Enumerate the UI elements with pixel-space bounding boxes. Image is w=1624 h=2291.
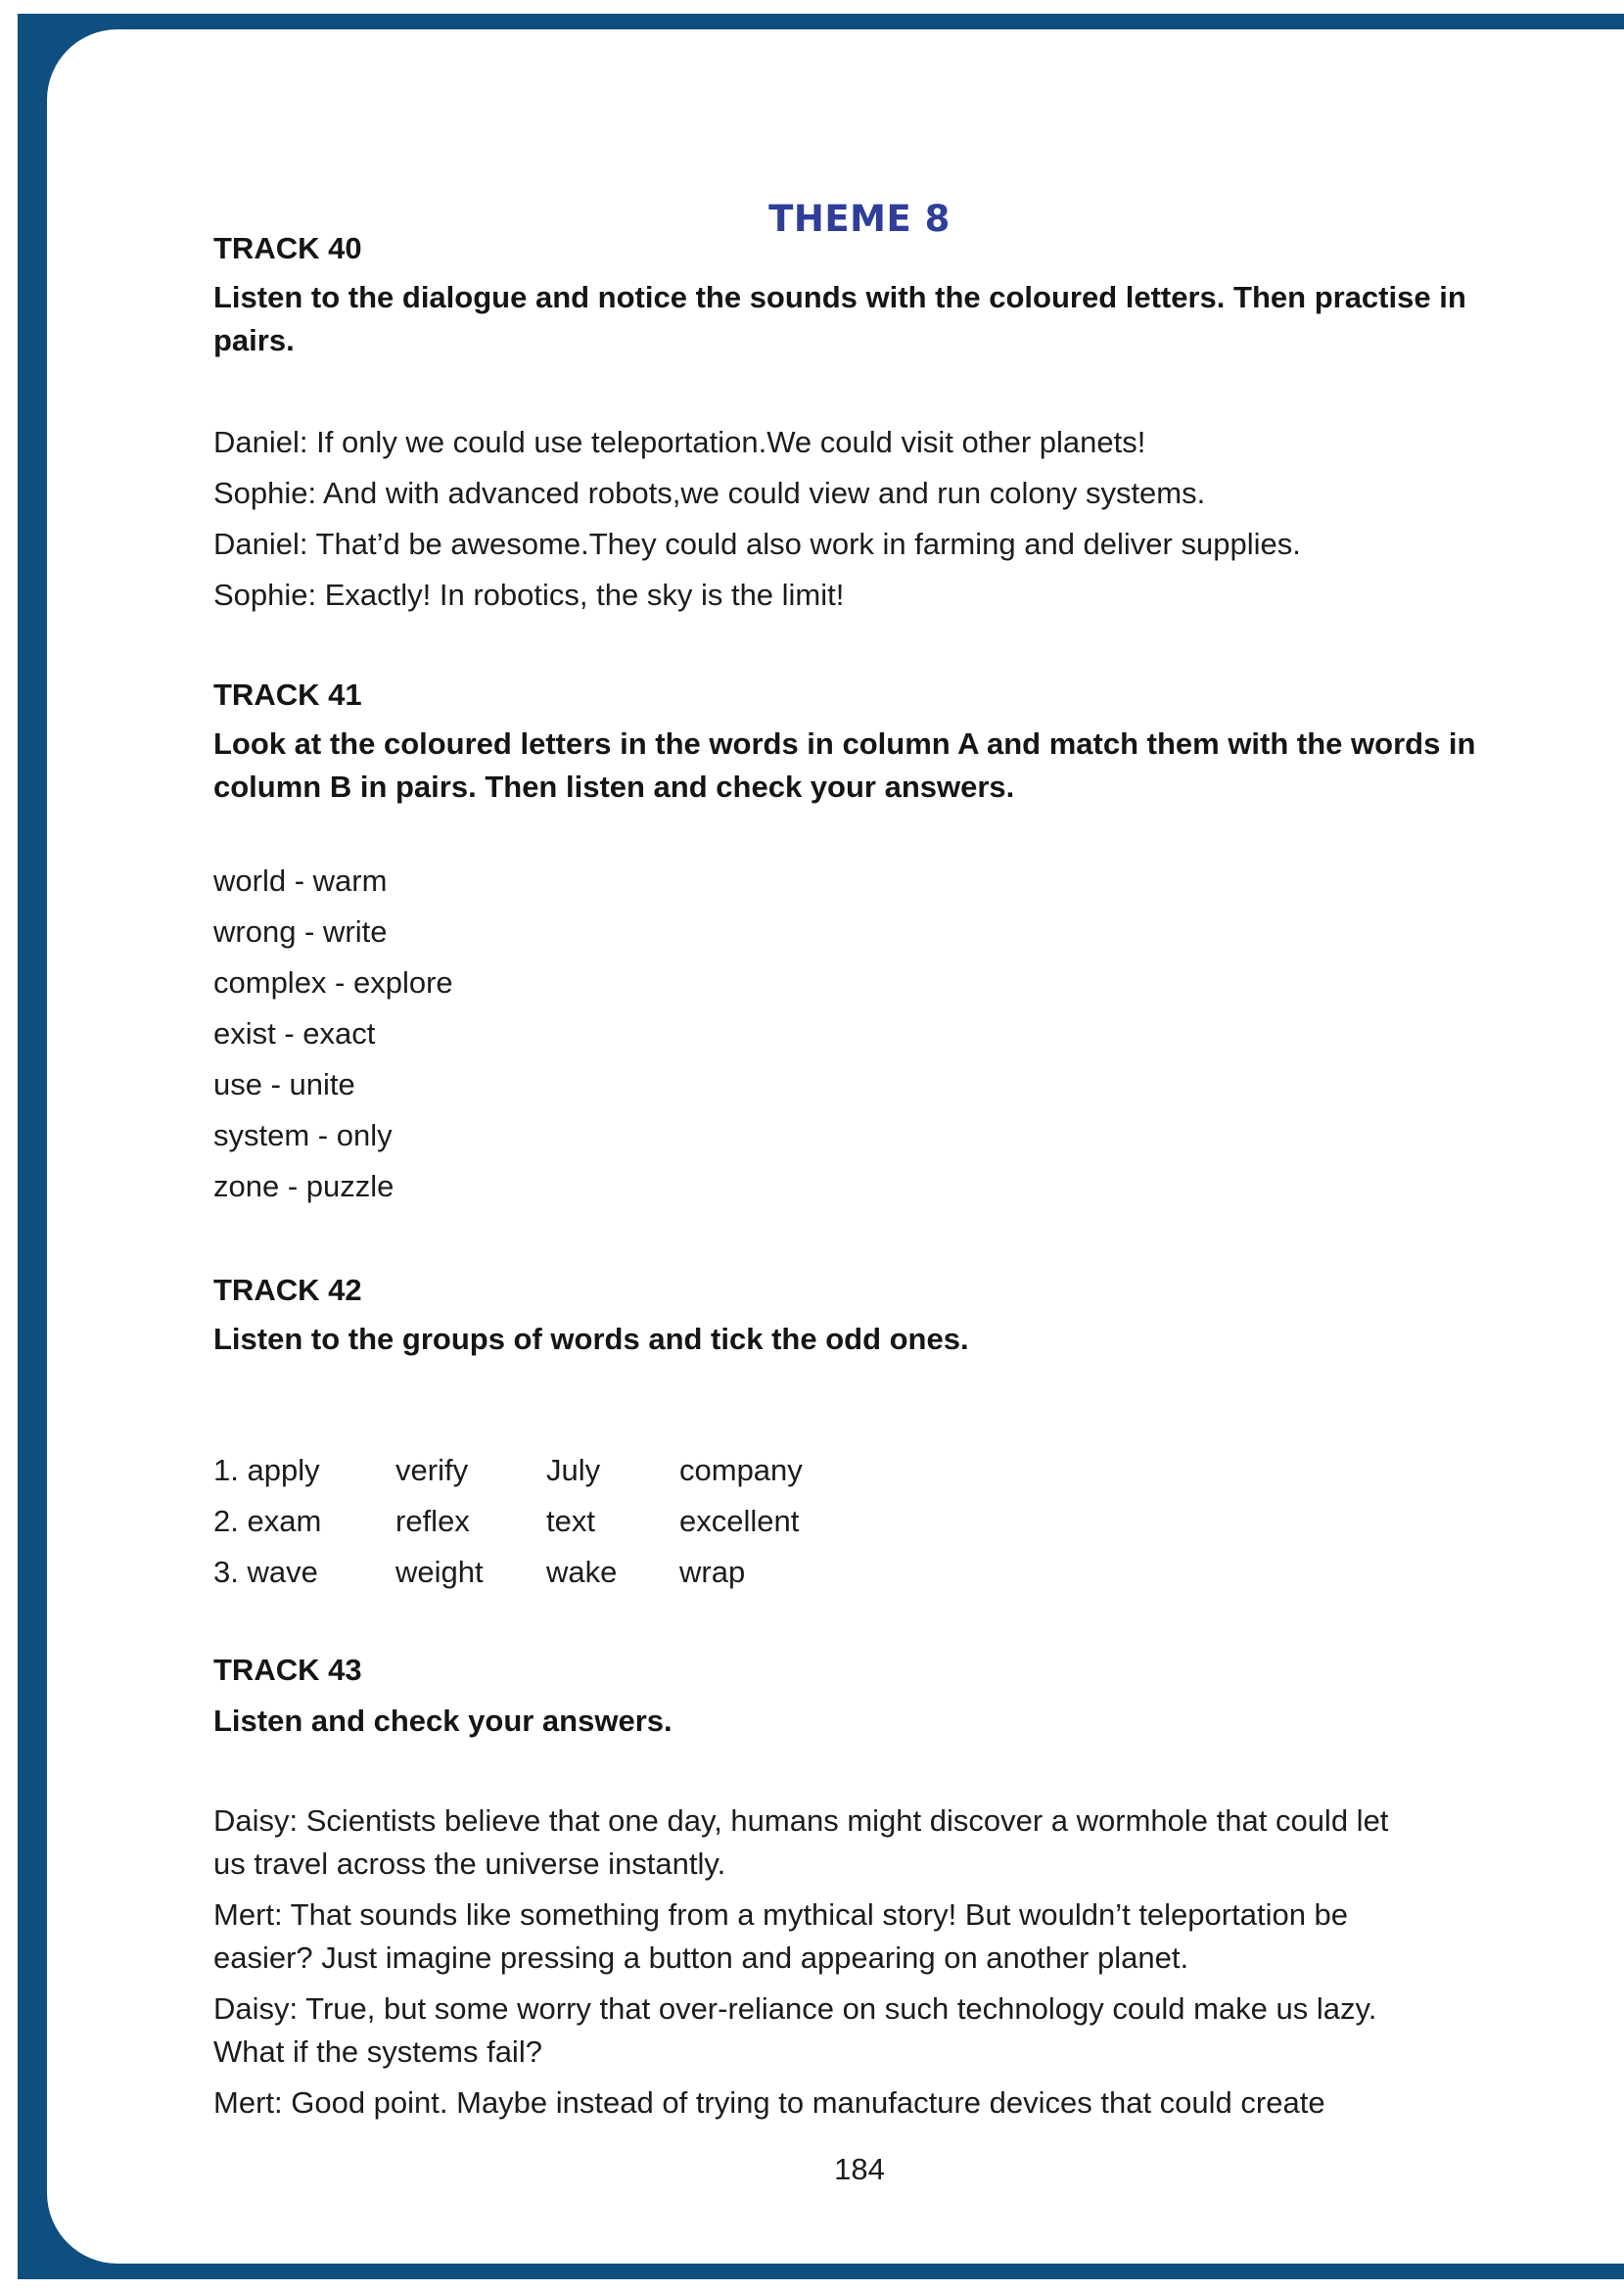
track43-dialogue-line: Daisy: True, but some worry that over-reliance on such technology could make us lazy.: [213, 1991, 1377, 2026]
track40-dialogue-line: Daniel: That’d be awesome.They could also work in farming and deliver supplies.: [213, 527, 1301, 561]
group3-word1: 3. wave: [213, 1555, 318, 1589]
word-pair: world - warm: [213, 864, 388, 898]
group3-word2: weight: [395, 1555, 484, 1589]
track43-dialogue-line: Mert: That sounds like something from a mythical story! But wouldn’t teleportation be: [213, 1897, 1349, 1932]
page-number: 184: [834, 2152, 885, 2186]
track40-title: TRACK 40: [213, 231, 362, 265]
word-pair: complex - explore: [213, 965, 453, 1000]
track40-instruction: Listen to the dialogue and notice the sounds with the coloured letters. Then practise in pairs.: [213, 280, 1466, 357]
track43-dialogue-line: us travel across the universe instantly.: [213, 1847, 726, 1881]
group2-word2: reflex: [395, 1504, 470, 1538]
track43-dialogue-line: What if the systems fail?: [213, 2034, 542, 2069]
track42-instruction: Listen to the groups of words and tick the odd ones.: [213, 1322, 969, 1356]
group1-word4: company: [679, 1453, 803, 1487]
track40-dialogue-line: Daniel: If only we could use teleportation.We could visit other planets!: [213, 425, 1146, 459]
track41-title: TRACK 41: [213, 678, 362, 712]
track43-dialogue-line: Mert: Good point. Maybe instead of trying to manufacture devices that could create: [213, 2085, 1325, 2120]
group3-word3: wake: [546, 1555, 618, 1589]
group3-word4: wrap: [679, 1555, 746, 1589]
track42-title: TRACK 42: [213, 1273, 362, 1307]
word-pair: exist - exact: [213, 1016, 376, 1051]
group1-word1: 1. apply: [213, 1453, 320, 1487]
track40-dialogue-line: Sophie: And with advanced robots,we could view and run colony systems.: [213, 476, 1206, 510]
group1-word2: verify: [395, 1453, 469, 1487]
word-pair: use - unite: [213, 1067, 355, 1101]
word-pair: wrong - write: [213, 914, 388, 949]
group2-word3: text: [546, 1504, 595, 1538]
track41-instruction: Look at the coloured letters in the words in column A and match them with the words in column B in pairs. Then listen and check your answers.: [213, 726, 1476, 804]
track43-dialogue-line: Daisy: Scientists believe that one day, humans might discover a wormhole that could let: [213, 1803, 1389, 1838]
page-sheet: [47, 29, 1624, 2264]
word-pair: system - only: [213, 1118, 393, 1152]
word-pair: zone - puzzle: [213, 1169, 394, 1203]
track40-dialogue-line: Sophie: Exactly! In robotics, the sky is the limit!: [213, 578, 845, 612]
theme-title: THEME 8: [768, 198, 951, 240]
group2-word1: 2. exam: [213, 1504, 322, 1538]
group2-word4: excellent: [679, 1504, 800, 1538]
track43-title: TRACK 43: [213, 1653, 362, 1687]
group1-word3: July: [546, 1453, 601, 1487]
track43-dialogue-line: easier? Just imagine pressing a button and appearing on another planet.: [213, 1940, 1189, 1975]
track43-instruction: Listen and check your answers.: [213, 1704, 673, 1738]
